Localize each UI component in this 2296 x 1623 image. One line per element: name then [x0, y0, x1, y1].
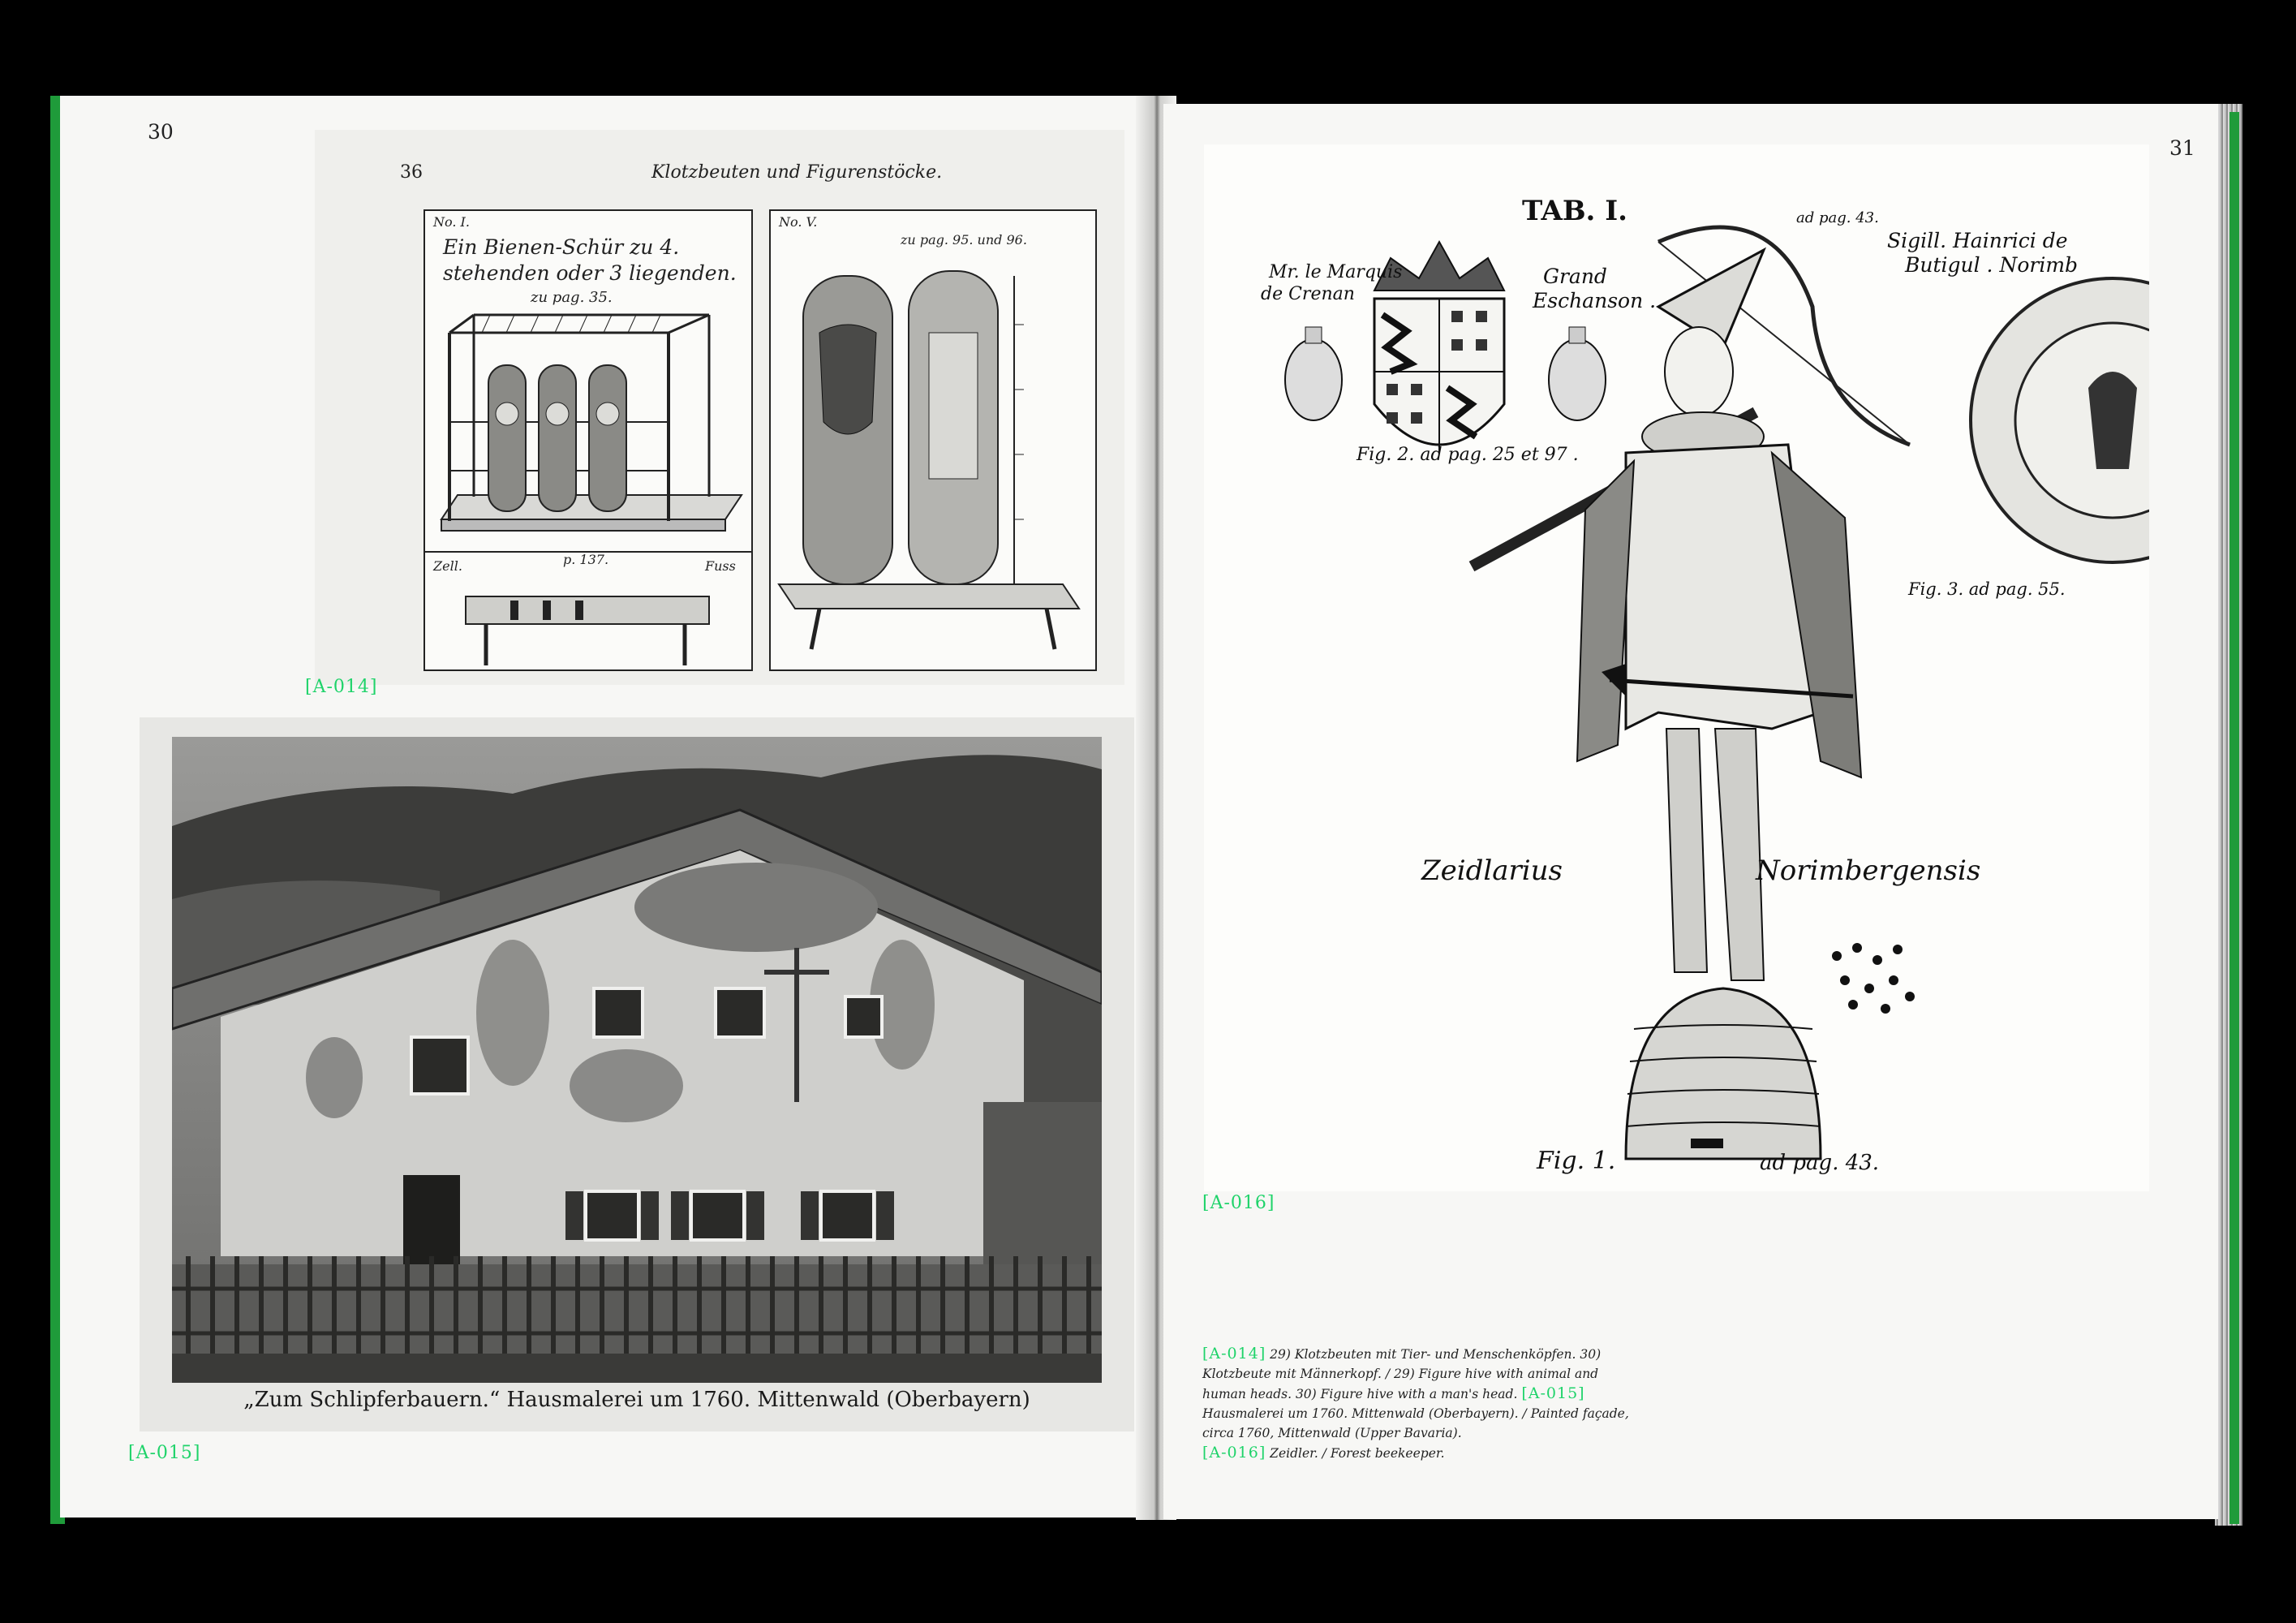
right-page: [1163, 104, 2218, 1519]
book-edge-right: [2229, 112, 2239, 1524]
detail-label-right: Fuss: [705, 558, 736, 574]
photo-image: [172, 737, 1102, 1383]
hive-rack-drawing: [425, 308, 751, 669]
adpag-bottom-label: ad pag. 43.: [1760, 1151, 1880, 1175]
figure-logs-drawing: [771, 260, 1095, 669]
adpag-top-label: ad pag. 43.: [1796, 209, 1879, 226]
scanned-plate: [315, 130, 1124, 685]
figure-captions: [1202, 1344, 1640, 1463]
sigill-line1: Sigill. Hainrici de: [1887, 229, 2068, 252]
left-page: [60, 96, 1147, 1518]
detail-label-left: Zell.: [433, 558, 462, 574]
bees: [1832, 943, 1915, 1014]
sigill-line2: Butigul . Norimb: [1905, 253, 2079, 277]
marquis-line1: Mr. le Marquis: [1269, 262, 1403, 282]
left-page-number: 30: [148, 120, 174, 144]
plate-running-title: Klotzbeuten und Figurenstöcke.: [651, 162, 943, 183]
zeidler-engraving: [1204, 144, 2149, 1191]
ref-a014: [A-014]: [305, 677, 378, 697]
plate-header: [400, 162, 1033, 187]
fig2-label: Fig. 2. ad pag. 25 et 97 .: [1357, 445, 1579, 465]
seal: [1971, 278, 2149, 562]
fig1-label: Fig. 1.: [1537, 1147, 1616, 1175]
photo-caption: „Zum Schlipferbauern.“ Hausmalerei um 1760. Mittenwald (Oberbayern): [243, 1388, 1030, 1412]
grand-line2: Eschanson .: [1533, 289, 1657, 312]
caption-text-a014: 29) Klotzbeuten mit Tier- und Menschenköpfen. 30) Klotzbeute mit Männerkopf. / 29) Figure hive with animal and human heads. 30) Figure hive with a man's head.: [1202, 1347, 1602, 1401]
caption-text-a015: Hausmalerei um 1760. Mittenwald (Oberbayern). / Painted façade, circa 1760, Mittenwald (Upper Bavaria).: [1202, 1406, 1629, 1440]
engraving-figure-logs: [769, 209, 1097, 671]
fig-number-5: No. V.: [779, 214, 818, 230]
fig-ref-1: zu pag. 35.: [531, 289, 613, 306]
engraving-bee-shelter: [424, 209, 753, 671]
norimbergensis-label: Norimbergensis: [1756, 855, 1981, 887]
caption-text-a016: Zeidler. / Forest beekeeper.: [1270, 1446, 1445, 1461]
fig-ref-5: zu pag. 95. und 96.: [901, 232, 1027, 248]
fig-title-line2: stehenden oder 3 liegenden.: [443, 261, 737, 285]
caption-ref-a016: [A-016]: [1202, 1444, 1266, 1462]
fig-number-1: No. I.: [433, 214, 470, 230]
caption-ref-a014: [A-014]: [1202, 1345, 1266, 1363]
grand-line1: Grand: [1543, 265, 1607, 288]
bee-skep: [1626, 988, 1821, 1159]
ref-a015: [A-015]: [128, 1443, 201, 1463]
right-page-number: 31: [2169, 136, 2195, 160]
fig-title-line1: Ein Bienen-Schür zu 4.: [443, 235, 680, 259]
fig3-label: Fig. 3. ad pag. 55.: [1908, 579, 2066, 599]
painted-house-illustration: [172, 737, 1102, 1383]
zeidlarius-label: Zeidlarius: [1421, 855, 1563, 887]
tab-label: TAB. I.: [1522, 195, 1627, 227]
plate-page-number: 36: [400, 162, 423, 183]
ref-a016: [A-016]: [1202, 1193, 1275, 1213]
detail-label-mid: p. 137.: [563, 552, 609, 567]
caption-ref-a015: [A-015]: [1521, 1384, 1585, 1402]
house-photograph: [140, 717, 1134, 1431]
marquis-line2: de Crenan: [1261, 284, 1355, 304]
